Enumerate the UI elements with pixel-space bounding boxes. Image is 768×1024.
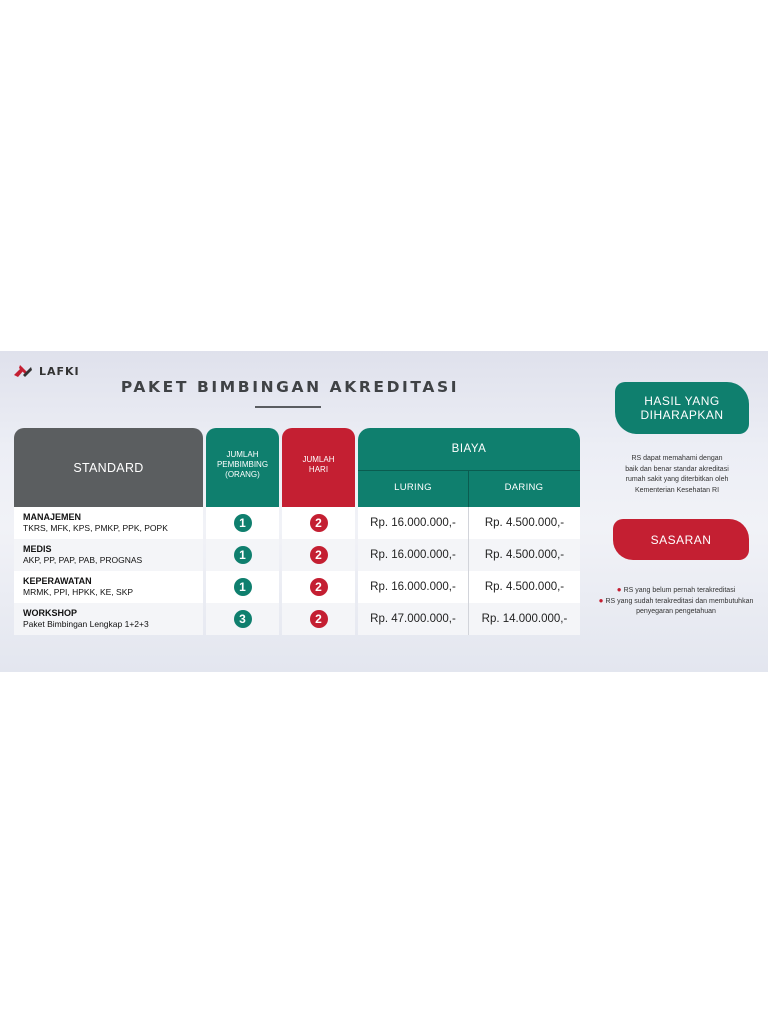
luring-price: Rp. 47.000.000,- <box>370 613 456 625</box>
header-standard <box>14 428 203 507</box>
cell-pembimbing <box>206 507 279 539</box>
pembimbing-count-badge: 3 <box>234 610 252 628</box>
standard-items: AKP, PP, PAP, PAB, PROGNAS <box>23 555 143 565</box>
cell-daring <box>469 539 580 571</box>
standard-items: MRMK, PPI, HPKK, KE, SKP <box>23 587 134 597</box>
list-item <box>590 596 762 617</box>
cell-standard <box>14 603 203 635</box>
standard-name: MEDIS <box>23 544 52 554</box>
standard-items: Paket Bimbingan Lengkap 1+2+3 <box>23 619 149 629</box>
cell-luring <box>358 539 468 571</box>
cell-luring <box>358 507 468 539</box>
cell-daring <box>469 507 580 539</box>
cell-pembimbing <box>206 539 279 571</box>
hari-count-badge: 2 <box>310 578 328 596</box>
lafki-logo-icon <box>12 361 36 381</box>
daring-price: Rp. 14.000.000,- <box>481 613 568 625</box>
table-row <box>14 507 580 539</box>
cell-luring <box>358 571 468 603</box>
cell-hari <box>282 539 355 571</box>
brand-logo <box>12 361 80 381</box>
brand-name: LAFKI <box>39 364 80 378</box>
cell-luring <box>358 603 468 635</box>
cell-hari <box>282 507 355 539</box>
hari-count-badge: 2 <box>310 514 328 532</box>
sasaran-item-text: RS yang belum pernah terakreditasi <box>623 587 736 594</box>
sasaran-label: SASARAN <box>650 532 712 547</box>
pembimbing-count-badge: 1 <box>234 546 252 564</box>
cell-daring <box>469 603 580 635</box>
pembimbing-count-badge: 1 <box>234 514 252 532</box>
hasil-description: RS dapat memahami dengan baik dan benar standar akreditasi rumah sakit yang diterbitkan oleh Kementerian Kesehatan RI <box>625 455 729 494</box>
pricing-table-body <box>14 507 580 635</box>
bullet-icon: ● <box>616 585 622 594</box>
header-biaya <box>358 428 580 507</box>
cell-standard <box>14 571 203 603</box>
daring-price: Rp. 4.500.000,- <box>484 517 565 529</box>
sasaran-item-text: RS yang sudah terakreditasi dan membutuhkan penyegaran pengetahuan <box>605 598 754 615</box>
luring-price: Rp. 16.000.000,- <box>370 549 456 561</box>
daring-price: Rp. 4.500.000,- <box>484 549 565 561</box>
header-jumlah-pembimbing <box>206 428 279 507</box>
header-daring-label: DARING <box>504 482 544 493</box>
header-jumlah-hari-label: JUMLAH HARI <box>302 455 335 474</box>
table-row <box>14 603 580 635</box>
hasil-label: HASIL YANG DIHARAPKAN <box>640 394 724 422</box>
cell-standard <box>14 539 203 571</box>
cell-daring <box>469 571 580 603</box>
cell-standard <box>14 507 203 539</box>
luring-price: Rp. 16.000.000,- <box>370 517 456 529</box>
standard-name: MANAJEMEN <box>23 512 82 522</box>
table-row <box>14 571 580 603</box>
header-luring-label: LURING <box>394 482 432 493</box>
header-biaya-label: BIAYA <box>451 443 487 455</box>
header-standard-label: STANDARD <box>73 460 144 475</box>
sasaran-list <box>590 585 762 617</box>
title-underline <box>255 406 321 408</box>
luring-price: Rp. 16.000.000,- <box>370 581 456 593</box>
cell-pembimbing <box>206 603 279 635</box>
cell-hari <box>282 571 355 603</box>
header-jumlah-hari <box>282 428 355 507</box>
page-title: PAKET BIMBINGAN AKREDITASI <box>120 378 460 396</box>
cell-pembimbing <box>206 571 279 603</box>
table-row <box>14 539 580 571</box>
daring-price: Rp. 4.500.000,- <box>484 581 565 593</box>
header-jumlah-pembimbing-label: JUMLAH PEMBIMBING (ORANG) <box>216 450 269 479</box>
standard-items: TKRS, MFK, KPS, PMKP, PPK, POPK <box>23 523 168 533</box>
hasil-badge <box>615 382 749 434</box>
standard-name: WORKSHOP <box>23 608 77 618</box>
bullet-icon: ● <box>598 596 604 605</box>
promo-banner <box>0 351 768 672</box>
header-biaya-divider <box>358 470 580 471</box>
standard-name: KEPERAWATAN <box>23 576 92 586</box>
hari-count-badge: 2 <box>310 546 328 564</box>
cell-hari <box>282 603 355 635</box>
hari-count-badge: 2 <box>310 610 328 628</box>
pembimbing-count-badge: 1 <box>234 578 252 596</box>
sasaran-badge <box>613 519 749 560</box>
list-item <box>590 585 762 596</box>
